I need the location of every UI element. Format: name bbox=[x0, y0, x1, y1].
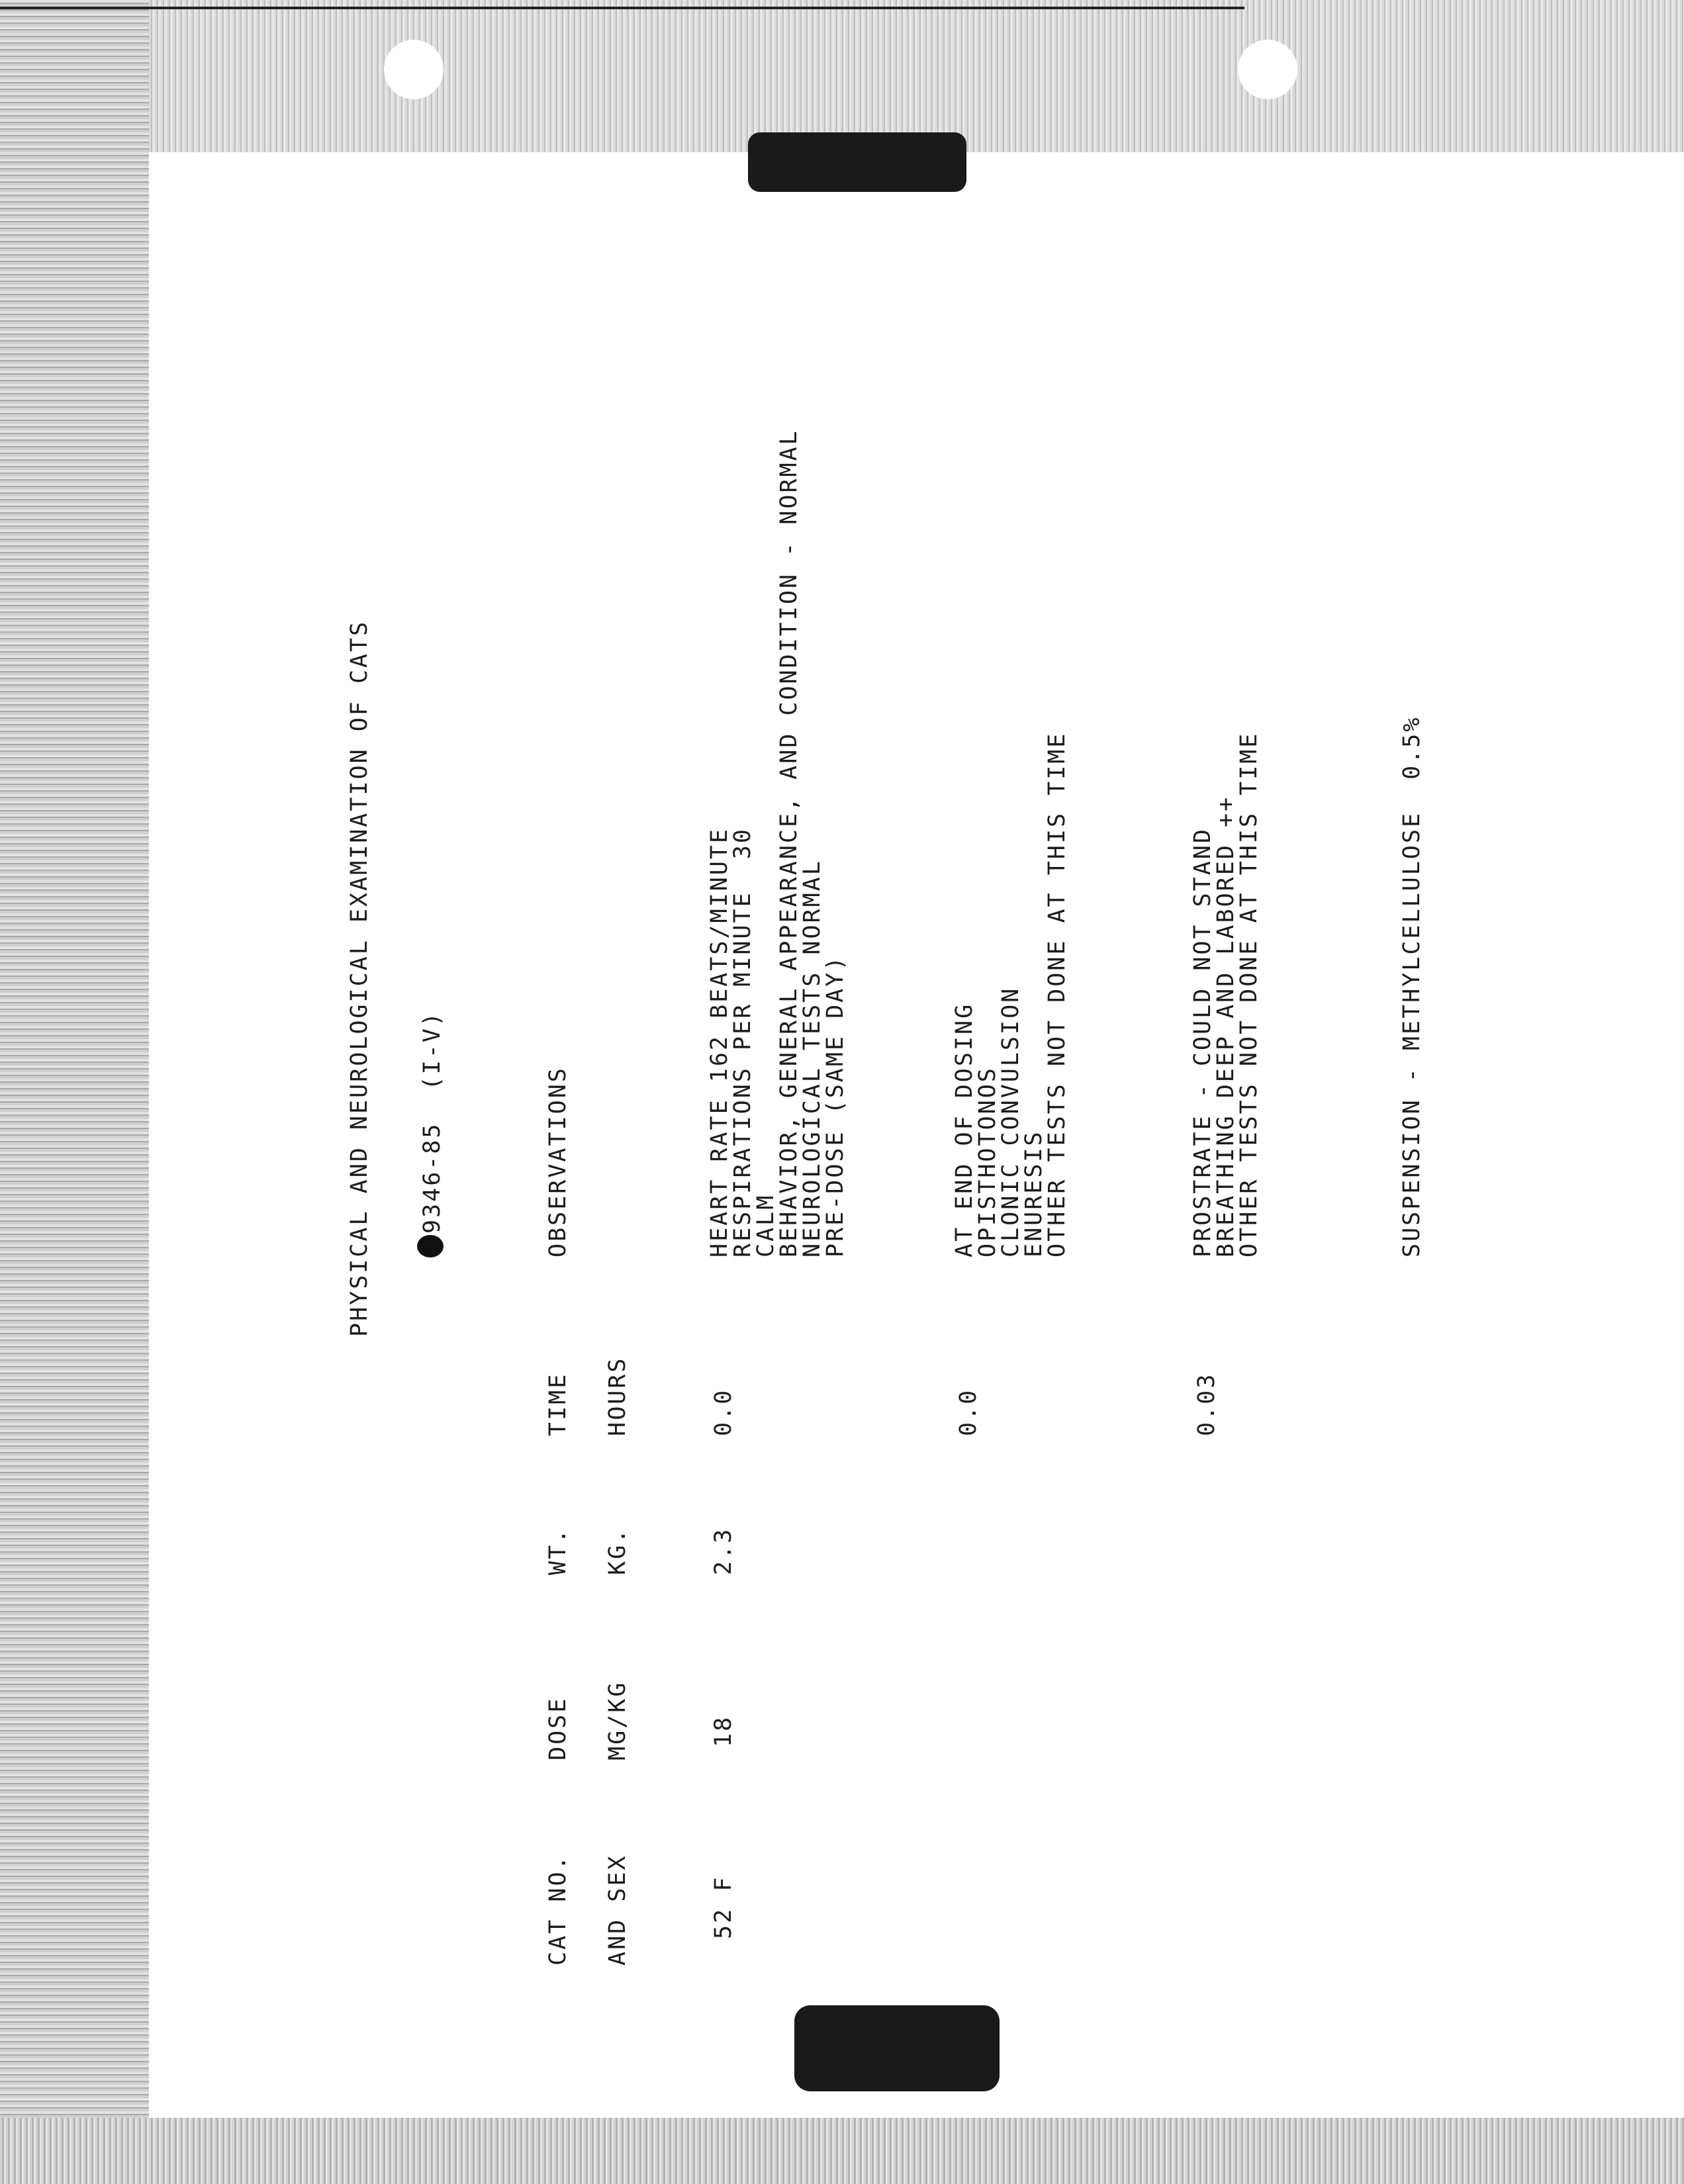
observation-block bbox=[1192, 732, 1261, 1257]
document-title: PHYSICAL AND NEUROLOGICAL EXAMINATION OF CATS bbox=[346, 619, 373, 1337]
scan-border-bottom bbox=[0, 2118, 1684, 2184]
redaction-mark-top bbox=[748, 132, 966, 192]
header-time: TIME bbox=[545, 1372, 571, 1436]
weight-value: 2.3 bbox=[710, 1527, 737, 1575]
observation-line: OTHER TESTS NOT DONE AT THIS TIME bbox=[1044, 731, 1070, 1257]
rotated-document bbox=[225, 199, 1483, 1985]
header-and-sex: AND SEX bbox=[604, 1854, 631, 1966]
observation-line: HEART RATE 162 BEATS/MINUTE bbox=[706, 827, 733, 1257]
punch-hole bbox=[384, 40, 444, 99]
observation-line: RESPIRATIONS PER MINUTE 30 bbox=[729, 827, 756, 1257]
observation-line: BREATHING DEEP AND LABORED ++ bbox=[1213, 795, 1239, 1257]
bullet-mark bbox=[417, 1235, 444, 1257]
observation-line: OPISTHOTONOS bbox=[974, 1066, 1001, 1257]
observation-line: OTHER TESTS NOT DONE AT THIS TIME bbox=[1236, 731, 1262, 1257]
dose-value: 18 bbox=[710, 1715, 737, 1747]
observation-block bbox=[953, 732, 1069, 1257]
header-dose: DOSE bbox=[545, 1696, 571, 1760]
observation-line: BEHAVIOR, GENERAL APPEARANCE, AND CONDITION - NORMAL bbox=[776, 429, 802, 1257]
observation-line: AT END OF DOSING bbox=[951, 1002, 978, 1257]
observation-block bbox=[708, 429, 847, 1257]
observation-line: CLONIC CONVULSION bbox=[998, 986, 1024, 1257]
time-value: 0.0 bbox=[955, 1388, 982, 1436]
header-wt-units: KG. bbox=[604, 1527, 631, 1575]
time-value: 0.03 bbox=[1193, 1372, 1220, 1436]
scan-border-top bbox=[0, 0, 1684, 152]
header-dose-units: MG/KG bbox=[604, 1680, 631, 1760]
cat-number: 52 F bbox=[710, 1875, 737, 1939]
observation-line: CALM bbox=[753, 1193, 779, 1257]
observation-line: PRE-DOSE (SAME DAY) bbox=[822, 954, 849, 1257]
observation-line: NEUROLOGICAL TESTS NORMAL bbox=[799, 859, 825, 1257]
header-cat-no: CAT NO. bbox=[545, 1854, 571, 1966]
header-observations: OBSERVATIONS bbox=[545, 1066, 571, 1257]
header-hours: HOURS bbox=[604, 1356, 631, 1436]
study-id: 9346-85 (I-V) bbox=[417, 1011, 448, 1257]
observation-line: PROSTRATE - COULD NOT STAND bbox=[1190, 827, 1216, 1257]
punch-hole bbox=[1238, 40, 1297, 99]
header-wt: WT. bbox=[545, 1527, 571, 1575]
top-rule bbox=[0, 7, 1244, 9]
suspension-note: SUSPENSION - METHYLCELLULOSE 0.5% bbox=[1399, 715, 1425, 1257]
redaction-mark-bottom bbox=[794, 2005, 1000, 2091]
observation-line: ENURESIS bbox=[1021, 1130, 1047, 1257]
time-value: 0.0 bbox=[710, 1388, 737, 1436]
scan-border-left bbox=[0, 0, 149, 2184]
